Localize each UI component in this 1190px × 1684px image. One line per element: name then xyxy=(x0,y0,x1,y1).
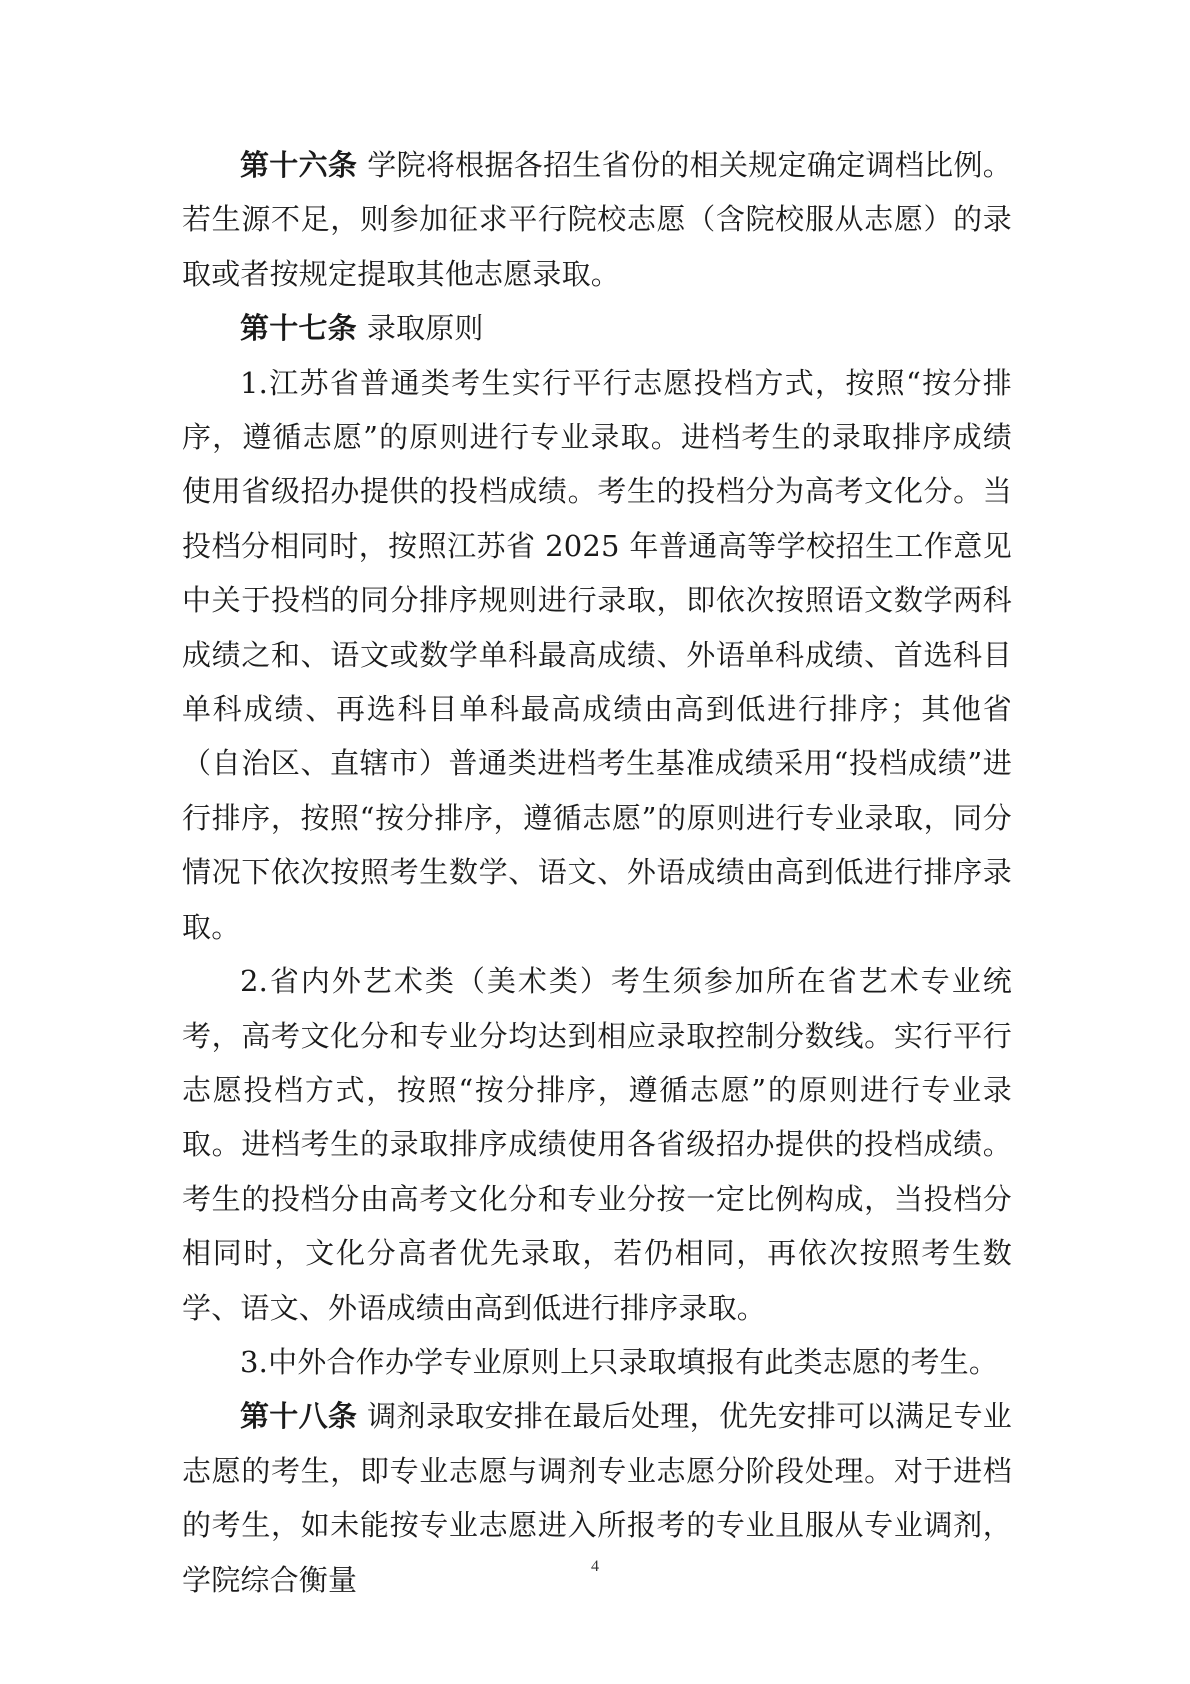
article-16-text: 学院将根据各招生省份的相关规定确定调档比例。若生源不足，则参加征求平行院校志愿（含院校服从志愿）的录取或者按规定提取其他志愿录取。 xyxy=(182,148,1012,291)
article-17-text: 录取原则 xyxy=(366,311,484,346)
article-17-heading: 第十七条 xyxy=(240,311,357,346)
article-17-paragraph xyxy=(182,301,1012,355)
page-number: 4 xyxy=(591,1558,599,1575)
article-16-paragraph xyxy=(182,138,1012,301)
document-body xyxy=(182,138,1012,1607)
article-17-item-2: 2.省内外艺术类（美术类）考生须参加所在省艺术专业统考，高考文化分和专业分均达到相应录取控制分数线。实行平行志愿投档方式，按照“按分排序，遵循志愿”的原则进行专业录取。进档考生的录取排序成绩使用各省级招办提供的投档成绩。考生的投档分由高考文化分和专业分按一定比例构成，当投档分相同时，文化分高者优先录取，若仍相同，再依次按照考生数学、语文、外语成绩由高到低进行排序录取。 xyxy=(182,964,1012,1325)
article-16-heading: 第十六条 xyxy=(240,148,358,182)
article-18-heading: 第十八条 xyxy=(240,1399,358,1434)
article-17-item-3: 3.中外合作办学专业原则上只录取填报有此类志愿的考生。 xyxy=(240,1344,999,1379)
article-18-text: 调剂录取安排在最后处理，优先安排可以满足专业志愿的考生，即专业志愿与调剂专业志愿分阶段处理。对于进档的考生，如未能按专业志愿进入所报考的专业且服从专业调剂，学院综合衡量 xyxy=(182,1399,1012,1597)
article-17-item-1: 1.江苏省普通类考生实行平行志愿投档方式，按照“按分排序，遵循志愿”的原则进行专业录取。进档考生的录取排序成绩使用省级招办提供的投档成绩。考生的投档分为高考文化分。当投档分相同时，按照江苏省 2025 年普通高等学校招生工作意见中关于投档的同分排序规则进行录取，即依次按照语文数学两科成绩之和、语文或数学单科最高成绩、外语单科成绩、首选科目单科成绩、再选科目单科最高成绩由高到低进行排序；其他省（自治区、直辖市）普通类进档考生基准成绩采用“投档成绩”进行排序，按照“按分排序，遵循志愿”的原则进行专业录取，同分情况下依次按照考生数学、语文、外语成绩由高到低进行排序录取。 xyxy=(182,365,1012,944)
